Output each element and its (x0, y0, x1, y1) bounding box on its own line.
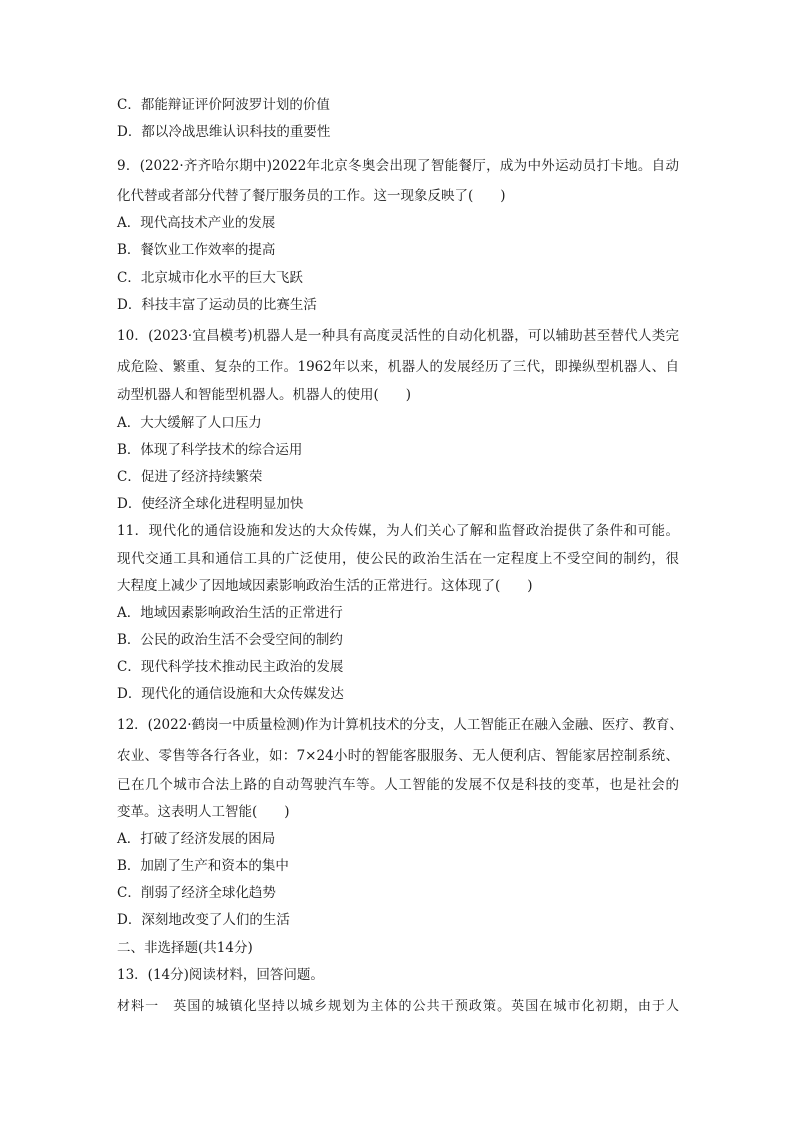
question-stem-line: 成危险、繁重、复杂的工作。1962年以来，机器人的发展经历了三代，即操纵型机器人、自 (117, 359, 679, 375)
option-line: A．打破了经济发展的困局 (117, 831, 276, 847)
option-line: B．公民的政治生活不会受空间的制约 (117, 632, 343, 648)
option-line: D．科技丰富了运动员的比赛生活 (117, 297, 317, 313)
material-text-line: 材料一 英国的城镇化坚持以城乡规划为主体的公共干预政策。英国在城市化初期，由于人 (117, 999, 679, 1014)
option-line: B．体现了科学技术的综合运用 (117, 442, 303, 458)
option-line: C．都能辩证评价阿波罗计划的价值 (117, 97, 330, 113)
question-stem-line: 化代替或者部分代替了餐厅服务员的工作。这一现象反映了( ) (117, 188, 506, 204)
option-line: B．加剧了生产和资本的集中 (117, 858, 289, 874)
question-heading: 13．(14分)阅读材料，回答问题。 (117, 967, 324, 983)
question-stem-line: 农业、零售等各行各业，如：7×24小时的智能客服服务、无人便利店、智能家居控制系统、 (117, 748, 679, 764)
option-line: C．削弱了经济全球化趋势 (117, 885, 276, 901)
option-line: C．现代科学技术推动民主政治的发展 (117, 659, 344, 675)
question-stem-line: 11．现代化的通信设施和发达的大众传媒，为人们关心了解和监督政治提供了条件和可能。 (117, 523, 679, 539)
question-stem-line: 12．(2022·鹤岗一中质量检测)作为计算机技术的分支，人工智能正在融入金融、医疗、教育、 (117, 717, 683, 733)
question-stem-line: 现代交通工具和通信工具的广泛使用，使公民的政治生活在一定程度上不受空间的制约，很 (117, 551, 679, 567)
question-stem-line: 10．(2023·宜昌模考)机器人是一种具有高度灵活性的自动化机器，可以辅助甚至替代人类完 (117, 328, 679, 344)
option-line: B．餐饮业工作效率的提高 (117, 242, 276, 258)
option-line: D．深刻地改变了人们的生活 (117, 912, 290, 928)
option-line: C．北京城市化水平的巨大飞跃 (117, 270, 303, 286)
question-stem-line: 9．(2022·齐齐哈尔期中)2022年北京冬奥会出现了智能餐厅，成为中外运动员打卡地。自动 (117, 158, 679, 174)
option-line: C．促进了经济持续繁荣 (117, 469, 263, 485)
option-line: D．使经济全球化进程明显加快 (117, 496, 304, 512)
option-line: A．地域因素影响政治生活的正常进行 (117, 605, 343, 621)
option-line: A．现代高技术产业的发展 (117, 215, 276, 231)
option-line: D．现代化的通信设施和大众传媒发达 (117, 686, 344, 702)
option-line: D．都以冷战思维认识科技的重要性 (117, 124, 331, 140)
question-stem-line: 已在几个城市合法上路的自动驾驶汽车等。人工智能的发展不仅是科技的变革，也是社会的 (117, 777, 679, 793)
question-stem-line: 动型机器人和智能型机器人。机器人的使用( ) (117, 387, 412, 403)
option-line: A．大大缓解了人口压力 (117, 415, 262, 431)
question-stem-line: 变革。这表明人工智能( ) (117, 804, 290, 820)
question-stem-line: 大程度上减少了因地域因素影响政治生活的正常进行。这体现了( ) (117, 578, 533, 594)
section-heading: 二、非选择题(共14分) (117, 940, 253, 956)
